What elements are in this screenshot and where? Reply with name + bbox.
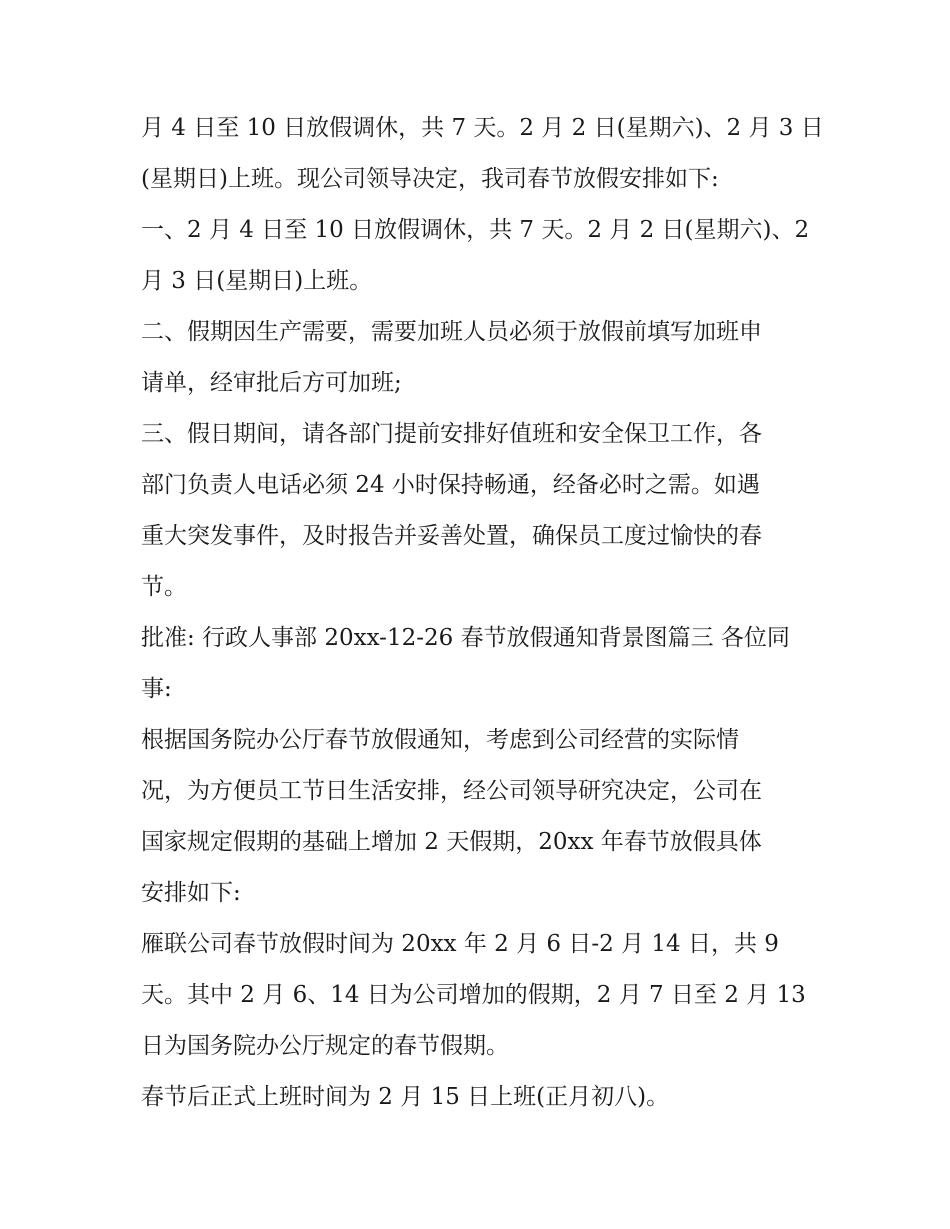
text-line: (星期日)上班。现公司领导决定，我司春节放假安排如下: (141, 166, 719, 192)
text-line: 批准: 行政人事部 20xx-12-26 春节放假通知背景图篇三 各位同 (141, 625, 790, 651)
text-line: 部门负责人电话必须 24 小时保持畅通，经备必时之需。如遇 (141, 472, 760, 498)
text-line: 事: (141, 676, 172, 702)
document-body (141, 103, 824, 1123)
text-line: 节。 (141, 574, 187, 600)
text-line: 雁联公司春节放假时间为 20xx 年 2 月 6 日-2 月 14 日，共 9 (141, 931, 779, 957)
text-line: 二、假期因生产需要，需要加班人员必须于放假前填写加班申 (141, 319, 762, 345)
text-line: 日为国务院办公厅规定的春节假期。 (141, 1033, 509, 1059)
text-line: 月 4 日至 10 日放假调休，共 7 天。2 月 2 日(星期六)、2 月 3 日 (141, 115, 824, 141)
text-line: 根据国务院办公厅春节放假通知，考虑到公司经营的实际情 (141, 727, 739, 753)
text-line: 请单，经审批后方可加班; (141, 370, 402, 396)
text-line: 春节后正式上班时间为 2 月 15 日上班(正月初八)。 (141, 1084, 670, 1110)
text-line: 月 3 日(星期日)上班。 (141, 268, 373, 294)
text-line: 三、假日期间，请各部门提前安排好值班和安全保卫工作，各 (141, 421, 762, 447)
text-line: 安排如下: (141, 880, 241, 906)
text-line: 况，为方便员工节日生活安排，经公司领导研究决定，公司在 (141, 778, 762, 804)
text-line: 一、2 月 4 日至 10 日放假调休，共 7 天。2 月 2 日(星期六)、2 (141, 217, 810, 243)
text-line: 国家规定假期的基础上增加 2 天假期，20xx 年春节放假具体 (141, 829, 762, 855)
text-line: 天。其中 2 月 6、14 日为公司增加的假期，2 月 7 日至 2 月 13 (141, 982, 806, 1008)
text-line: 重大突发事件，及时报告并妥善处置，确保员工度过愉快的春 (141, 523, 762, 549)
